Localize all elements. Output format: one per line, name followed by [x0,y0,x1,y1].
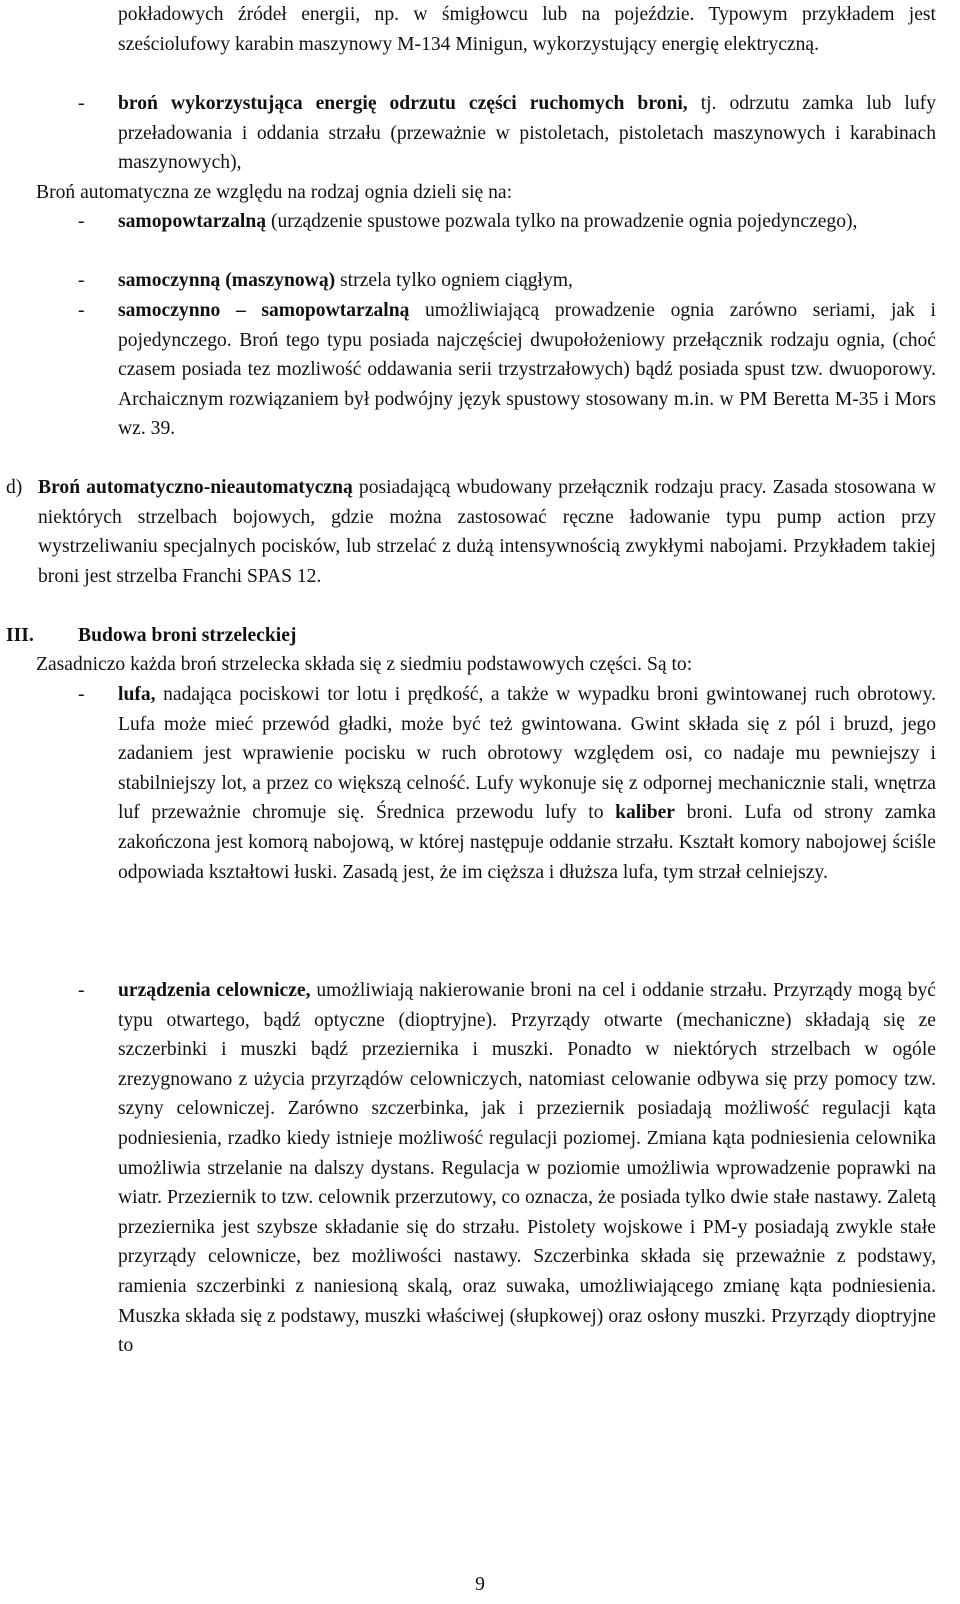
list-dash: - [78,93,85,114]
intro-paragraph: pokładowych źródeł energii, np. w śmigłowcu lub na pojeździe. Typowym przykładem jest sześciolufowy karabin maszynowy M-134 Minigun, wykorzystujący energię elektryczną. [118,4,936,55]
term-text: posiadającą wbudowany przełącznik rodzaju pracy. Zasada stosowana w niektórych strzelbach bojowych, gdzie można zastosować ręczne ładowanie typu pump action przy wystrzeliwaniu specjalnych pocisków, lub strzelać z dużą intensywnością zwykłymi nabojami. Przykładem takiej broni jest strzelba Franchi SPAS 12. [38,477,936,587]
term-bold: lufa, [118,684,156,705]
section-title: Budowa broni strzeleckiej [78,625,297,646]
page-number: 9 [475,1574,485,1595]
point-label: d) [6,477,23,498]
section-number: III. [6,625,34,646]
list-dash: - [78,300,85,321]
term-text: (urządzenie spustowe pozwala tylko na prowadzenie ognia pojedynczego), [266,211,858,232]
term-text: strzela tylko ogniem ciągłym, [335,270,573,291]
term-bold: urządzenia celownicze, [118,980,311,1001]
term-text: umożliwiającą prowadzenie ognia zarówno seriami, jak i pojedynczego. Broń tego typu posiada najczęściej dwupołożeniowy przełącznik rodzaju ognia, (choć czasem posiada tez mozliwość oddawania serii trzystrzałowych) bądź posiada spust tzw. dwuoporowy. Archaicznym rozwiązaniem był podwójny język spustowy stosowany m.in. w PM Beretta M-35 i Mors wz. 39. [118,300,936,440]
term-bold: broń wykorzystująca energię odrzutu części ruchomych broni, [118,93,688,114]
term-bold: Broń automatyczno-nieautomatyczną [38,477,353,498]
term-bold: samoczynną (maszynową) [118,270,336,291]
list-dash: - [78,211,85,232]
term-bold: samopowtarzalną [118,211,267,232]
term-text: broni. Lufa od strony zamka zakończona jest komorą nabojową, w której następuje oddanie strzału. Kształt komory nabojowej ściśle odpowiada kształtowi łuski. Zasadą jest, że im cięższa i dłuższa lufa, tym strzał celniejszy. [118,802,936,883]
term-text: tj. odrzutu zamka lub lufy przeładowania i oddania strzału (przeważnie w pistoletach, pistoletach maszynowych i karabinach maszynowych), [118,93,936,174]
term-text: umożliwiają nakierowanie broni na cel i oddanie strzału. Przyrządy mogą być typu otwartego, bądź optyczne (dioptryjne). Przyrządy otwarte (mechaniczne) składają się ze szczerbinki i muszki bądź przeziernika i muszki. Ponadto w niektórych strzelbach w ogóle zrezygnowano z użycia przyrządów celowniczych, natomiast celowanie odbywa się przy pomocy tzw. szyny celowniczej. Zarówno szczerbinka, jak i przeziernik posiadają możliwość regulacji kąta podniesienia, rzadko kiedy istnieje możliwość regulacji poziomej. Zmiana kąta podniesienia celownika umożliwia strzelanie na dalszy dystans. Regulacja w poziomie umożliwia wprowadzenie poprawki na wiatr. Przeziernik to tzw. celownik przerzutowy, co oznacza, że posiada tylko dwie stałe nastawy. Zaletą przeziernika jest szybsze składanie się do strzału. Pistolety wojskowe i PM-y posiadają zwykle stałe przyrządy celownicze, bez możliwości nastawy. Szczerbinka składa się przeważnie z podstawy, ramienia szczerbinki z naniesioną skalą, oraz suwaka, umożliwiającego zmianę kąta podniesienia. Muszka składa się z podstawy, muszki właściwej (słupkowej) oraz osłony muszki. Przyrządy dioptryjne to [118,980,936,1357]
paragraph-fire-types: Broń automatyczna ze względu na rodzaj ognia dzieli się na: [36,182,513,203]
term-text: nadająca pociskowi tor lotu i prędkość, a także w wypadku broni gwintowanej ruch obrotowy. Lufa może mieć przewód gładki, może być też gwintowana. Gwint składa się z pól i bruzd, jego zadaniem jest wprawienie pocisku w ruch obrotowy względem osi, co nadaje mu pewniejszy i stabilniejszy lot, a przez co większą celność. Lufy wykonuje się z odpornej mechanicznie stali, wnętrza luf przeważnie chromuje się. Średnica przewodu lufy to [118,684,936,824]
term-bold-caliber: kaliber [615,802,675,824]
list-dash: - [78,684,85,705]
list-dash: - [78,980,85,1001]
section-intro: Zasadniczo każda broń strzelecka składa się z siedmiu podstawowych części. Są to: [36,654,693,675]
term-bold: samoczynno – samopowtarzalną [118,300,410,321]
list-dash: - [78,270,85,291]
